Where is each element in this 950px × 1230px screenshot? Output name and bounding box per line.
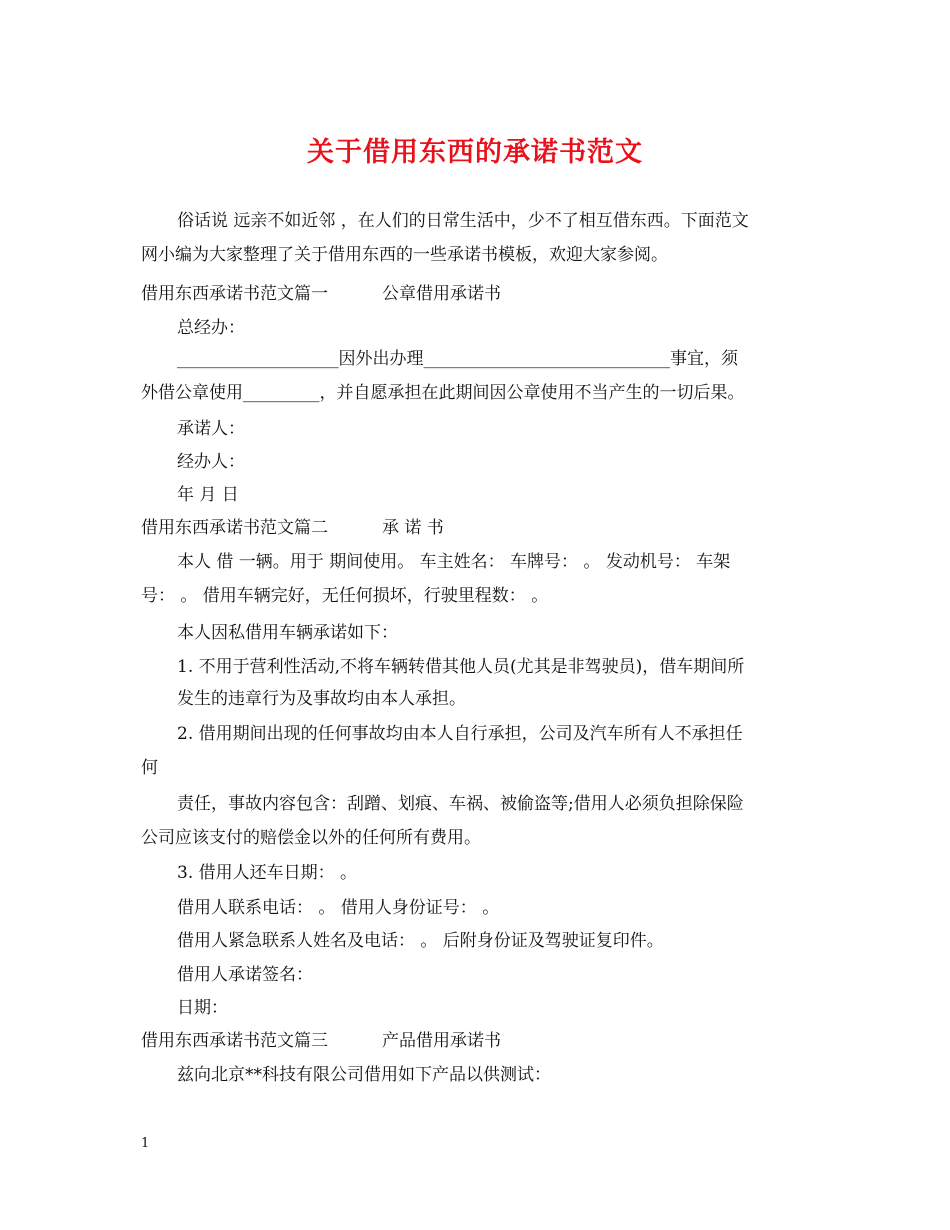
section-2-phone: 借用人联系电话： 。 借用人身份证号： 。 (177, 898, 500, 918)
intro-line-1: 俗话说 远亲不如近邻 ，在人们的日常生活中，少不了相互借东西。下面范文 (177, 211, 749, 231)
section-2-item-2-line-1: 2. 借用期间出现的任何事故均由本人自行承担，公司及汽车所有人不承担任 (177, 724, 743, 744)
section-2-heading-subtitle: 承 诺 书 (382, 518, 444, 538)
section-2-item-2-line-2: 何 (141, 758, 158, 778)
section-3-body-line-1: 兹向北京**科技有限公司借用如下产品以供测试： (177, 1065, 551, 1085)
section-2-emergency: 借用人紧急联系人姓名及电话： 。 后附身份证及驾驶证复印件。 (177, 931, 664, 951)
intro-line-2: 网小编为大家整理了关于借用东西的一些承诺书模板，欢迎大家参阅。 (141, 245, 668, 265)
section-1-heading-subtitle: 公章借用承诺书 (382, 284, 501, 304)
section-1-body-line-1: ___________________因外出办理_____________________________事宜，须 (177, 349, 738, 369)
section-2-body-line-2: 号： 。 借用车辆完好，无任何损坏，行驶里程数： 。 (141, 586, 549, 606)
section-2-item-2-line-4: 公司应该支付的赔偿金以外的任何所有费用。 (141, 828, 481, 848)
section-2-item-1-line-2: 发生的违章行为及事故均由本人承担。 (177, 689, 466, 709)
section-1-body-line-2: 外借公章使用_________，并自愿承担在此期间因公章使用不当产生的一切后果。 (141, 383, 745, 403)
section-2-item-2-line-3: 责任，事故内容包含：刮蹭、划痕、车祸、被偷盗等;借用人必须负担除保险 (177, 794, 744, 814)
section-3-heading-label: 借用东西承诺书范文篇三 (141, 1031, 328, 1051)
section-2-body-line-1: 本人 借 一辆。用于 期间使用。 车主姓名： 车牌号： 。 发动机号： 车架 (177, 552, 731, 572)
section-2-heading (141, 517, 444, 539)
document-title: 关于借用东西的承诺书范文 (307, 137, 643, 168)
page-number: 1 (141, 1136, 150, 1151)
section-2-date: 日期： (177, 998, 228, 1018)
section-1-date: 年 月 日 (177, 485, 239, 505)
section-1-heading (141, 283, 501, 305)
section-2-heading-label: 借用东西承诺书范文篇二 (141, 518, 328, 538)
section-1-promisor: 承诺人： (177, 419, 245, 439)
section-2-intro: 本人因私借用车辆承诺如下： (177, 623, 398, 643)
section-1-handler: 经办人： (177, 452, 245, 472)
section-2-signature: 借用人承诺签名： (177, 965, 313, 985)
section-3-heading-subtitle: 产品借用承诺书 (382, 1031, 501, 1051)
section-1-heading-label: 借用东西承诺书范文篇一 (141, 284, 328, 304)
section-1-addressee: 总经办： (177, 318, 245, 338)
section-3-heading (141, 1030, 501, 1052)
section-2-item-1-line-1: 1. 不用于营利性活动,不将车辆转借其他人员(尤其是非驾驶员)，借车期间所 (177, 657, 745, 677)
section-2-item-3: 3. 借用人还车日期： 。 (177, 863, 358, 883)
